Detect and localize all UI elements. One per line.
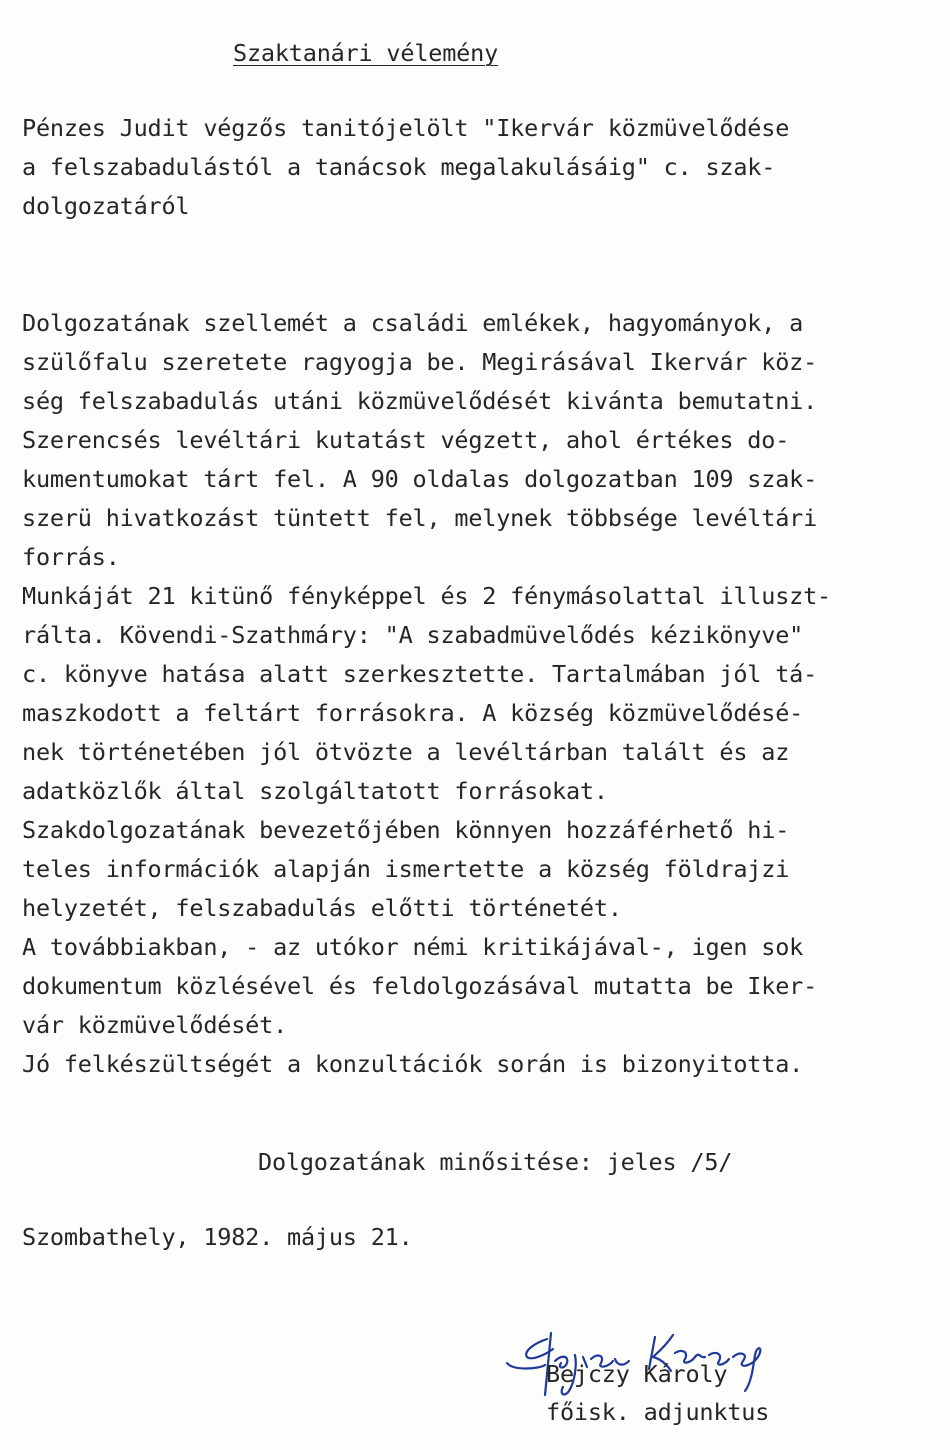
body-line: Munkáját 21 kitünő fényképpel és 2 fénymásolattal illuszt- <box>22 582 831 610</box>
body-line: ség felszabadulás utáni közmüvelődését kivánta bemutatni. <box>22 387 818 415</box>
body-line: forrás. <box>22 543 120 571</box>
body-line: A továbbiakban, - az utókor némi kritikájával-, igen sok <box>22 933 804 961</box>
body-line: Jó felkészültségét a konzultációk során is bizonyitotta. <box>22 1050 804 1078</box>
body-line: dokumentum közlésével és feldolgozásával mutatta be Iker- <box>22 972 818 1000</box>
intro-line-1: Pénzes Judit végzős tanitójelölt "Ikervár közmüvelődése <box>22 114 790 142</box>
body-line: helyzetét, felszabadulás előtti történetét. <box>22 894 622 922</box>
body-line: vár közmüvelődését. <box>22 1011 288 1039</box>
date-line: Szombathely, 1982. május 21. <box>22 1223 413 1251</box>
signer-name: Bejczy Károly <box>546 1360 728 1388</box>
body-line: kumentumokat tárt fel. A 90 oldalas dolgozatban 109 szak- <box>22 465 818 493</box>
body-line: maszkodott a feltárt forrásokra. A község közmüvelődésé- <box>22 699 804 727</box>
body-line: szerü hivatkozást tüntett fel, melynek többsége levéltári <box>22 504 818 532</box>
body-line: Szakdolgozatának bevezetőjében könnyen hozzáférhető hi- <box>22 816 790 844</box>
body-line: rálta. Kövendi-Szathmáry: "A szabadmüvelődés kézikönyve" <box>22 621 804 649</box>
document-title: Szaktanári vélemény <box>233 39 499 67</box>
body-line: nek történetében jól ötvözte a levéltárban talált és az <box>22 738 790 766</box>
intro-line-3: dolgozatáról <box>22 192 190 220</box>
grade-line: Dolgozatának minősitése: jeles /5/ <box>258 1148 733 1176</box>
body-line: szülőfalu szeretete ragyogja be. Megirásával Ikervár köz- <box>22 348 818 376</box>
body-line: teles információk alapján ismertette a község földrajzi <box>22 855 790 883</box>
intro-line-2: a felszabadulástól a tanácsok megalakulásáig" c. szak- <box>22 153 776 181</box>
body-line: adatközlők által szolgáltatott forrásokat. <box>22 777 608 805</box>
body-line: Dolgozatának szellemét a családi emlékek, hagyományok, a <box>22 309 804 337</box>
body-line: Szerencsés levéltári kutatást végzett, ahol értékes do- <box>22 426 790 454</box>
signer-title: főisk. adjunktus <box>546 1398 770 1426</box>
body-line: c. könyve hatása alatt szerkesztette. Tartalmában jól tá- <box>22 660 818 688</box>
